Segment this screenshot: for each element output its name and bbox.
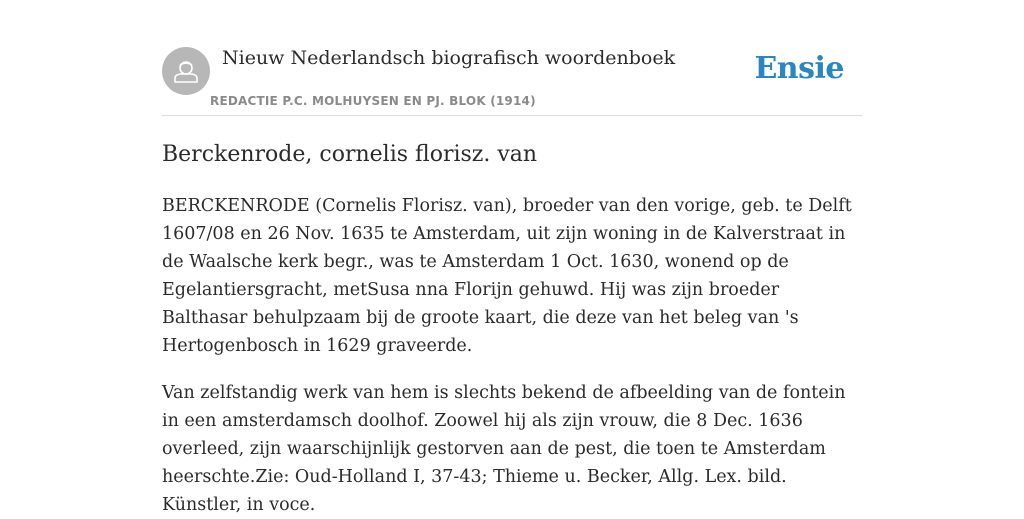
- article-page: [162, 0, 862, 515]
- source-editors: REDACTIE P.C. MOLHUYSEN EN PJ. BLOK (1914): [210, 94, 536, 108]
- source-title[interactable]: Nieuw Nederlandsch biografisch woordenboek: [222, 47, 676, 69]
- entry-title: Berckenrode, cornelis florisz. van: [162, 142, 538, 167]
- user-icon: [162, 47, 210, 95]
- ensie-logo[interactable]: Ensie: [754, 51, 844, 86]
- entry-paragraph-1: BERCKENRODE (Cornelis Florisz. van), broeder van den vorige, geb. te Delft 1607/08 en 26 Nov. 1635 te Amsterdam, uit zijn woning in de Kalverstraat in de Waalsche kerk begr., was te Amsterdam 1 Oct. 1630, wonend op de Egelantiersgracht, metSusa nna Florijn gehuwd. Hij was zijn broeder Balthasar behulpzaam bij de groote kaart, die deze van het beleg van 's Hertogenbosch in 1629 graveerde.: [162, 196, 852, 356]
- source-header: [162, 0, 862, 116]
- source-avatar[interactable]: [162, 47, 210, 95]
- entry-paragraph-2: Van zelfstandig werk van hem is slechts bekend de afbeelding van de fontein in een amsterdamsch doolhof. Zoowel hij als zijn vrouw, die 8 Dec. 1636 overleed, zijn waarschijnlijk gestorven aan de pest, die toen te Amsterdam heerschte.Zie: Oud-Holland I, 37-43; Thieme u. Becker, Allg. Lex. bild. Künstler, in voce.: [162, 383, 846, 515]
